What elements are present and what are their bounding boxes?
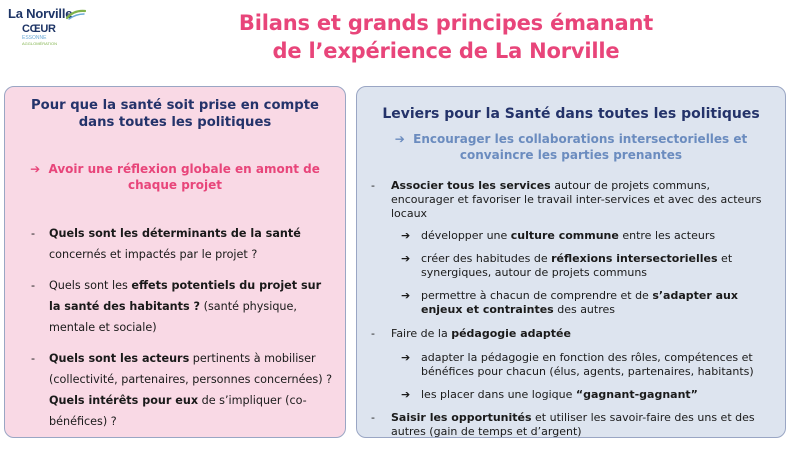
- arrow-icon: ➔: [394, 132, 405, 146]
- page-title: [100, 9, 792, 65]
- dash-bullet: -: [371, 179, 375, 192]
- body-text: des autres: [553, 303, 615, 316]
- arrow-icon: ➔: [30, 162, 41, 176]
- dash-bullet: -: [31, 279, 36, 292]
- left-panel-subheading: [19, 161, 331, 193]
- bold-text: culture commune: [510, 229, 619, 242]
- left-sub-line-2: chaque projet: [128, 178, 222, 192]
- bold-text: Quels intérêts pour eux: [49, 394, 199, 407]
- list-item: [29, 275, 335, 338]
- logo-sub-tiny: AGGLOMÉRATION: [22, 41, 58, 46]
- sub-list-item: [401, 229, 771, 243]
- body-text: permettre à chacun de comprendre et de: [421, 289, 653, 302]
- logo: [8, 6, 86, 52]
- right-list: [371, 179, 771, 221]
- bold-text: effets potentiels du projet sur la santé des habitants ?: [49, 279, 322, 313]
- body-text: Quels sont les: [49, 279, 132, 292]
- page-title-line-1: Bilans et grands principes émanant: [238, 11, 654, 35]
- body-text: autour de projets communs, encourager et favoriser le travail inter-services et avec des acteurs locaux: [391, 179, 762, 220]
- left-panel-heading: [5, 97, 345, 131]
- right-sub-line-2: convaincre les parties prenantes: [459, 148, 683, 162]
- right-list: [371, 327, 771, 341]
- dash-bullet: -: [31, 227, 36, 240]
- left-sub-line-1: Avoir une réflexion globale en amont de: [48, 162, 320, 176]
- bold-text: Associer tous les services: [391, 179, 551, 192]
- right-list: [371, 411, 771, 439]
- left-heading-line-1: Pour que la santé soit prise en compte: [31, 98, 319, 113]
- sub-list-item: [401, 252, 771, 280]
- right-sub-line-1: Encourager les collaborations intersectorielles et: [413, 132, 748, 146]
- bold-text: pédagogie adaptée: [451, 327, 571, 340]
- dash-bullet: -: [31, 352, 36, 365]
- right-panel: [356, 86, 786, 438]
- body-text: développer une: [421, 229, 511, 242]
- page-title-line-2: de l’expérience de La Norville: [272, 39, 620, 63]
- logo-agglomeration: [22, 24, 57, 46]
- dash-bullet: -: [371, 327, 375, 340]
- logo-swoosh-icon: [66, 8, 86, 20]
- list-item: [371, 327, 771, 341]
- arrow-icon: ➔: [401, 388, 411, 401]
- body-text: (santé physique, mentale et sociale): [49, 300, 297, 334]
- bold-text: Quels sont les déterminants de la santé: [49, 227, 301, 240]
- right-panel-subheading: [383, 131, 759, 163]
- bold-text: s’adapter aux enjeux et contraintes: [421, 289, 738, 316]
- body-text: entre les acteurs: [618, 229, 716, 242]
- list-item: [371, 411, 771, 439]
- logo-sub-big: CŒUR: [22, 23, 56, 35]
- list-item: [371, 179, 771, 221]
- bold-text: réflexions intersectorielles: [551, 252, 718, 265]
- dash-bullet: -: [371, 411, 375, 424]
- body-text: les placer dans une logique: [421, 388, 576, 401]
- sub-list-item: [401, 289, 771, 317]
- body-text: de s’impliquer (co-bénéfices) ?: [49, 394, 307, 428]
- body-text: créer des habitudes de: [421, 252, 552, 265]
- body-text: et utiliser les savoir-faire des uns et des autres (gain de temps et d’argent): [391, 411, 755, 438]
- left-panel: [4, 86, 346, 438]
- sub-list-item: [401, 388, 771, 402]
- bold-text: “gagnant-gagnant”: [575, 388, 698, 401]
- right-panel-heading: Leviers pour la Santé dans toutes les politiques: [382, 106, 760, 122]
- body-text: et synergiques, autour de projets communs: [421, 252, 733, 279]
- bold-text: Saisir les opportunités: [391, 411, 532, 424]
- body-text: pertinents à mobiliser (collectivité, partenaires, personnes concernées) ?: [49, 352, 333, 386]
- arrow-icon: ➔: [401, 351, 411, 364]
- arrow-icon: ➔: [401, 289, 411, 302]
- body-text: Faire de la: [391, 327, 452, 340]
- list-item: [29, 223, 335, 265]
- arrow-icon: ➔: [401, 229, 411, 242]
- logo-town-name: La Norville: [8, 6, 73, 21]
- left-list: [29, 223, 335, 432]
- logo-sub-small: ESSONNE: [22, 35, 47, 41]
- body-text: concernés et impactés par le projet ?: [49, 248, 258, 261]
- left-heading-line-2: dans toutes les politiques: [78, 115, 272, 130]
- list-item: [29, 348, 335, 432]
- sub-list-item: [401, 351, 771, 379]
- bold-text: Quels sont les acteurs: [49, 352, 190, 365]
- arrow-icon: ➔: [401, 252, 411, 265]
- body-text: adapter la pédagogie en fonction des rôles, compétences et bénéfices pour chacun (élus, agents, partenaires, habitants): [421, 351, 754, 378]
